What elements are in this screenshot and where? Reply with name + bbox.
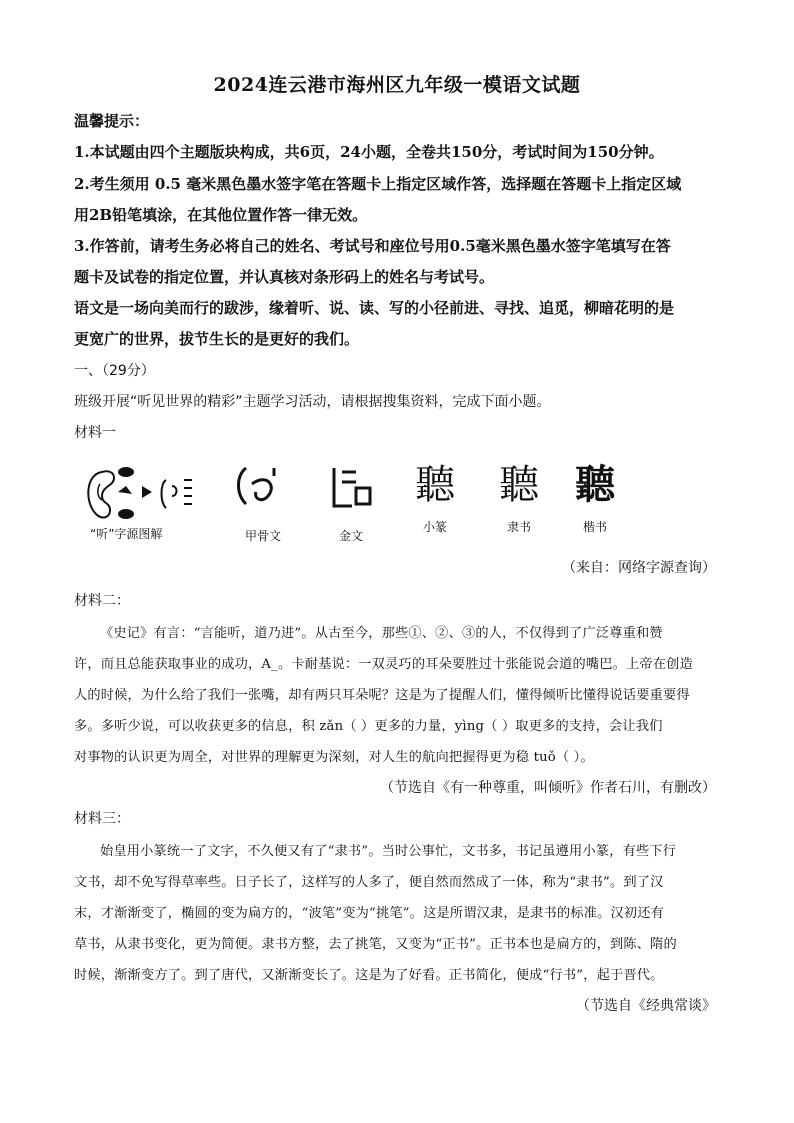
oracle-bone-glyph-icon [228, 462, 298, 512]
material-3-line: 始皇用小篆统一了文字，不久便又有了“隶书”。当时公事忙，文书多，书记虽遵用小篆，有些下行 [100, 844, 677, 859]
material-3-label: 材料三： [74, 811, 130, 827]
material-3-source: （节选自《经典常谈》 [576, 998, 716, 1014]
material-2-source: （节选自《有一种尊重，叫倾听》作者石川，有删改） [380, 780, 716, 796]
tips-item-2-line-2: 用2B铅笔填涂，在其他位置作答一律无效。 [74, 206, 368, 224]
section-1-heading: 一、（29分） [74, 363, 155, 379]
glyph-caption-regular: 楷书 [582, 520, 607, 534]
material-3-line: 末，才渐渐变了，椭圆的变为扁方的，“波笔”变为“挑笔”。这是所谓汉隶，是隶书的标准。汉初还有 [74, 906, 665, 921]
material-1-source: （来自：网络字源查询） [562, 560, 716, 576]
material-2-line: 许，而且总能获取事业的成功，A_。卡耐基说：一双灵巧的耳朵要胜过十张能说会道的嘴巴。上帝在创造 [74, 657, 693, 672]
tips-intro-line-1: 语文是一场向美而行的跋涉，缘着听、说、读、写的小径前进、寻找、追觅，柳暗花明的是 [74, 299, 675, 317]
glyph-caption-bronze: 金文 [338, 529, 363, 543]
material-2-line: 《史记》有言：“言能听，道乃进”。从古至今，那些①、②、③的人，不仅得到了广泛尊重和赞 [100, 626, 663, 641]
material-2-label: 材料二： [74, 593, 130, 609]
material-1-label: 材料一 [74, 425, 116, 441]
material-3-line: 文书，却不免写得草率些。日子长了，这样写的人多了，便自然而然成了一体，称为“隶书”。到了汉 [74, 875, 664, 890]
material-2-line: 人的时候，为什么给了我们一张嘴，却有两只耳朵呢？这是为了提醒人们，懂得倾听比懂得说话要重要得 [74, 688, 690, 703]
glyph-caption-oracle: 甲骨文 [244, 529, 281, 543]
tips-item-3-line-1: 3.作答前，请考生务必将自己的姓名、考试号和座位号用0.5毫米黑色墨水签字笔填写在答 [74, 237, 671, 255]
bronze-glyph-icon [316, 462, 386, 512]
tips-intro-line-2: 更宽广的世界，拔节生长的是更好的我们。 [74, 330, 360, 348]
regular-glyph: 聽 [575, 461, 615, 508]
glyph-regular [560, 462, 630, 535]
glyph-oracle-bone [228, 462, 298, 544]
glyph-caption-clerical: 隶书 [506, 520, 531, 534]
material-2-line: 对事物的认识更为周全，对世界的理解更为深刻，对人生的航向把握得更为稳 tuǒ（ ）。 [74, 750, 594, 765]
ear-pictogram-icon [80, 462, 210, 526]
tips-item-3-line-2: 题卡及试卷的指定位置，并认真核对条形码上的姓名与考试号。 [74, 268, 495, 286]
clerical-glyph: 聽 [499, 462, 539, 508]
material-3-line: 时候，渐渐变方了。到了唐代，又渐渐变长了。这是为了好看。正书简化，便成“行书”，起于晋代。 [74, 968, 664, 983]
material-2-line: 多。多听少说，可以收获更多的信息，积 zǎn（ ）更多的力量，yìng（ ）取更多的支持，会让我们 [74, 719, 663, 734]
ear-caption: “听”字源图解 [90, 527, 163, 541]
glyph-clerical [484, 462, 554, 535]
material-3-line: 草书，从隶书变化，更为简便。隶书方整，去了挑笔，又变为“正书”。正书本也是扁方的，到陈、隋的 [74, 937, 677, 952]
tips-heading: 温馨提示： [74, 112, 150, 130]
page-title: 2024连云港市海州区九年级一模语文试题 [213, 74, 581, 96]
small-seal-glyph: 聽 [415, 462, 455, 508]
section-1-task: 班级开展“听见世界的精彩”主题学习活动，请根据搜集资料，完成下面小题。 [74, 394, 551, 410]
glyph-small-seal [400, 462, 470, 535]
tips-item-1: 1.本试题由四个主题版块构成，共6页，24小题，全卷共150分，考试时间为150分钟。 [74, 143, 664, 161]
glyph-caption-small-seal: 小篆 [422, 520, 447, 534]
tips-item-2-line-1: 2.考生须用 0.5 毫米黑色墨水签字笔在答题卡上指定区域作答，选择题在答题卡上指定区域 [74, 175, 682, 193]
glyph-bronze [316, 462, 386, 544]
